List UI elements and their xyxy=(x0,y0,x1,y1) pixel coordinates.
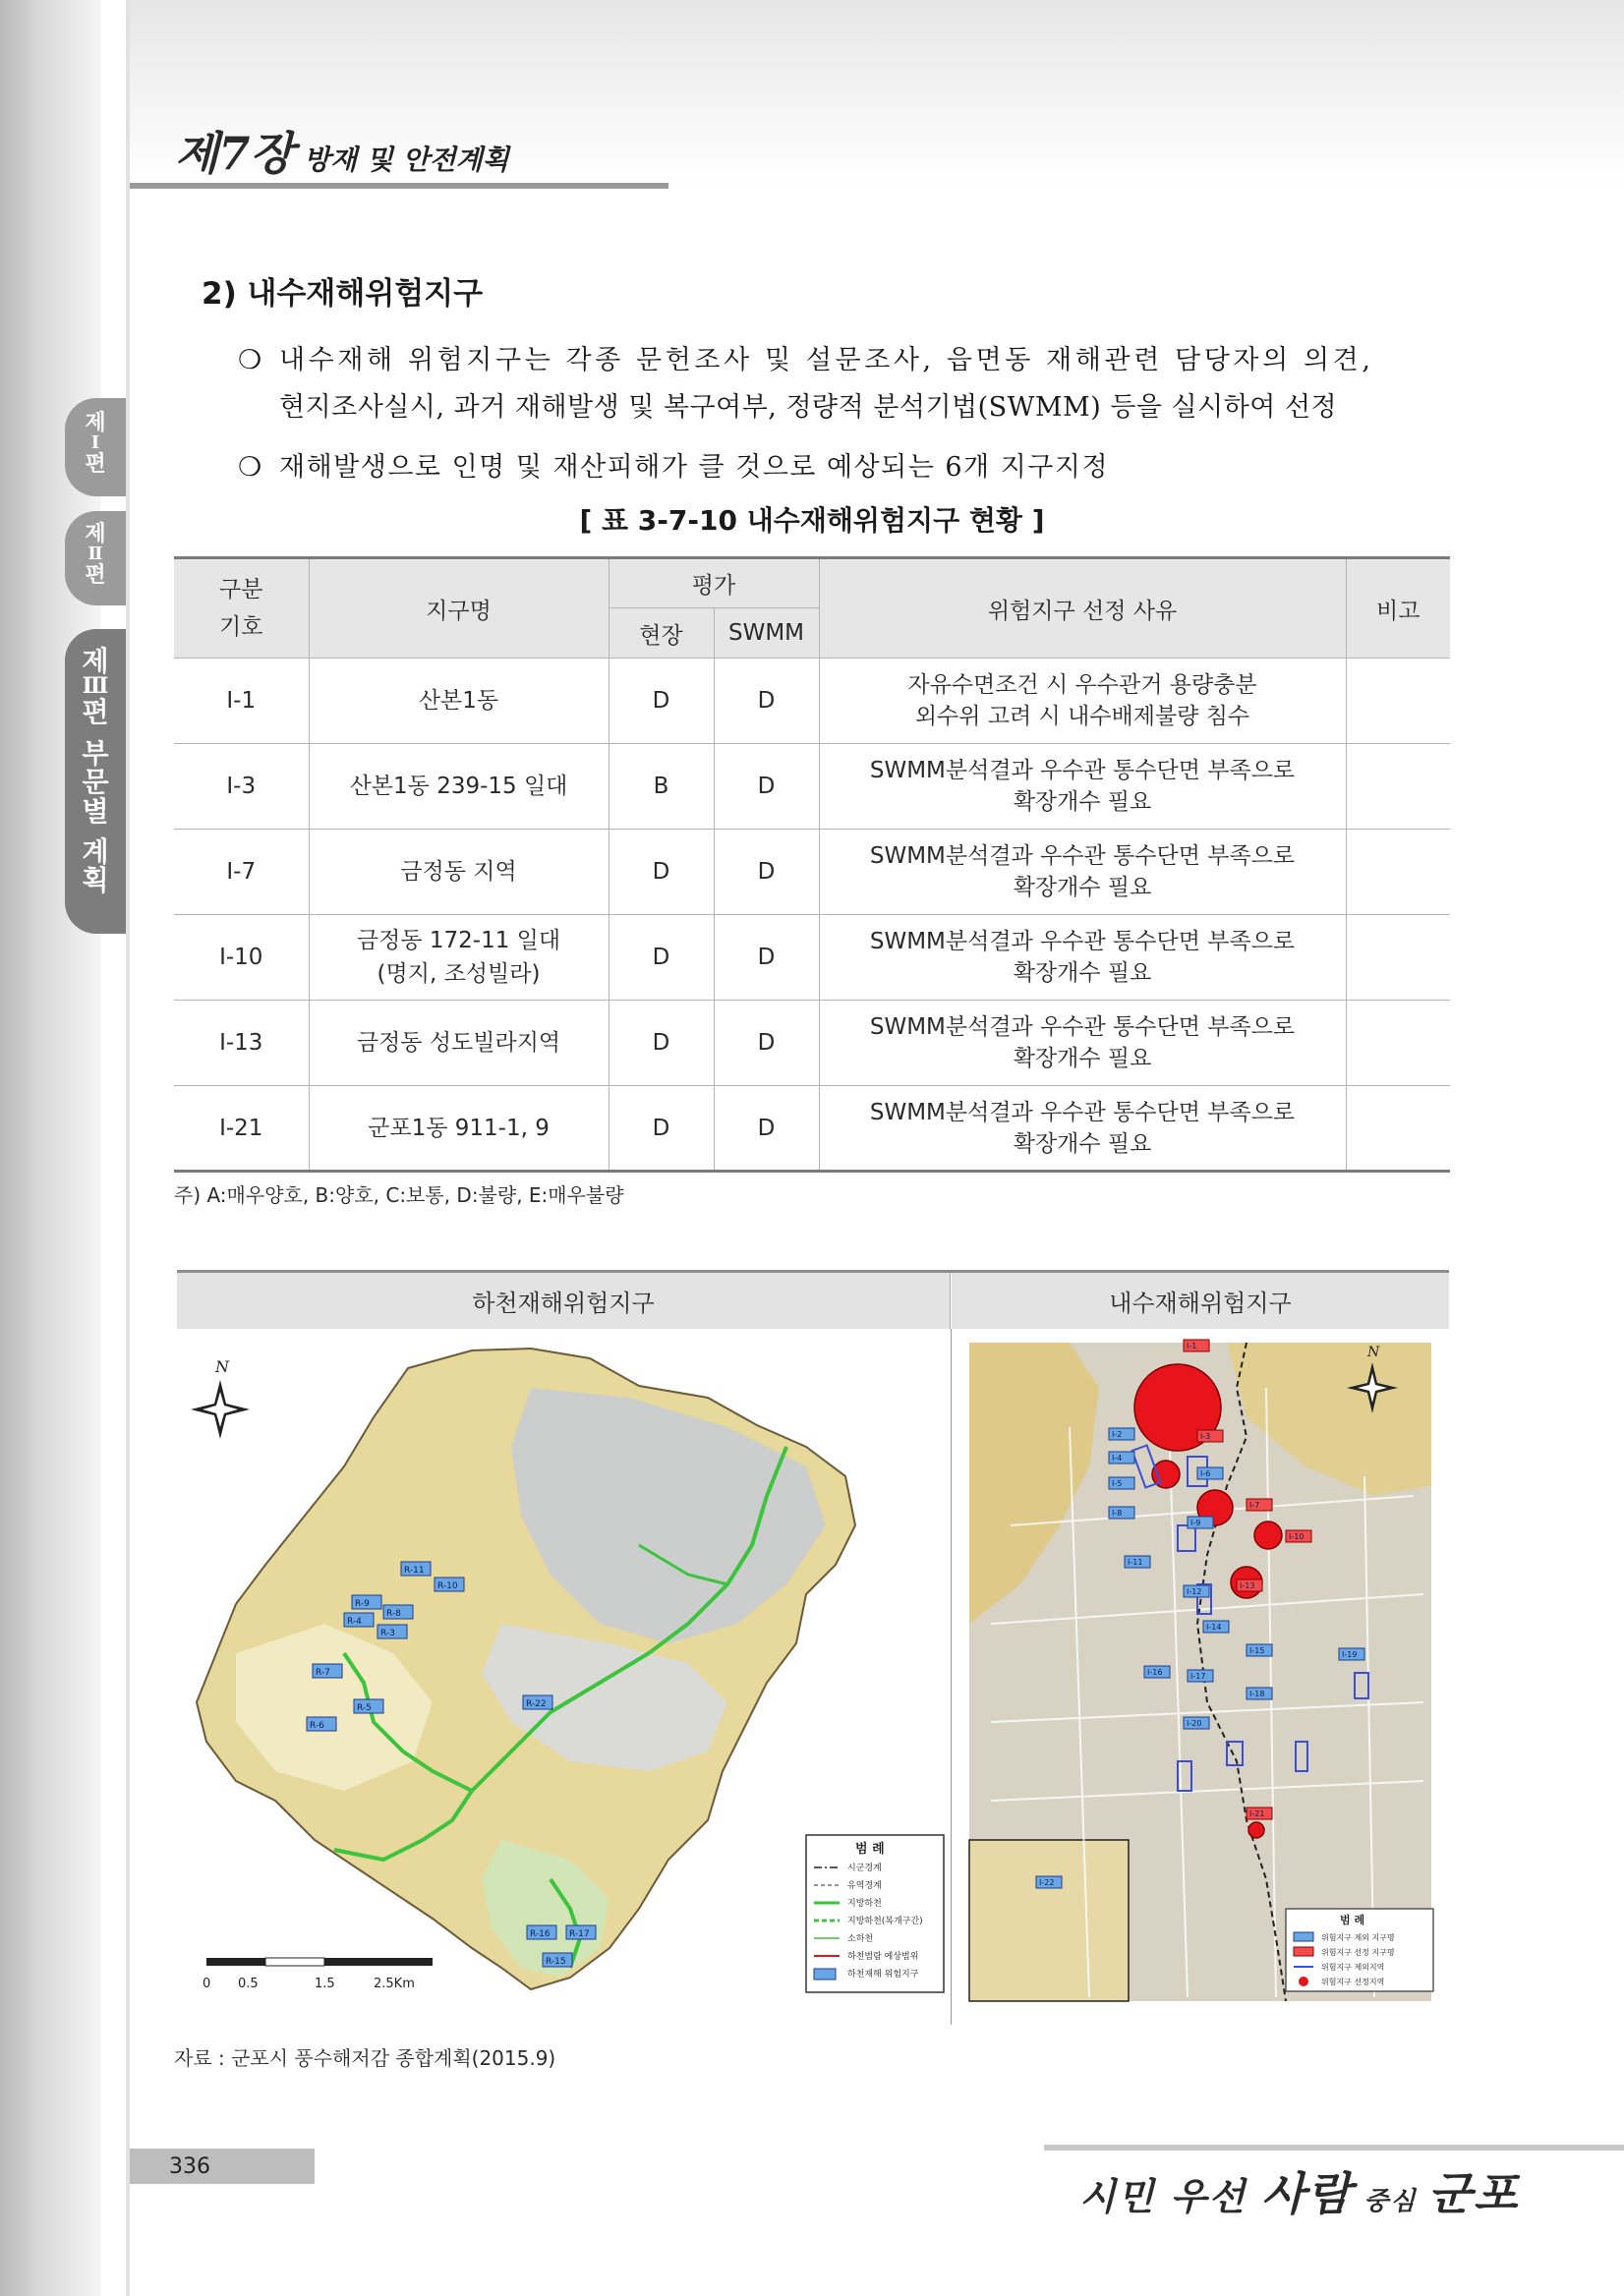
bullet-1-line-2: 현지조사실시, 과거 재해발생 및 복구여부, 정량적 분석기법(SWMM) 등을 실시하여 선정 xyxy=(279,392,1338,423)
bullet-mark: ❍ xyxy=(238,452,263,483)
cell-name-line-1: 산본1동 239-15 일대 xyxy=(349,774,568,799)
svg-text:I-7: I-7 xyxy=(1249,1501,1260,1510)
header-swmm: SWMM xyxy=(714,608,819,659)
cell-remark xyxy=(1346,830,1450,915)
cell-name-line-1: 군포1동 911-1, 9 xyxy=(368,1115,550,1141)
side-tab-char: 제 xyxy=(85,411,106,435)
side-tab-char: 편 xyxy=(85,562,106,588)
river-district-label xyxy=(435,1578,464,1591)
side-tab-char: 편 xyxy=(82,696,109,729)
side-tab-char: 별 xyxy=(82,794,109,828)
inland-district-label xyxy=(1203,1621,1229,1633)
cell-name xyxy=(309,1001,609,1086)
svg-text:R-4: R-4 xyxy=(347,1617,362,1627)
header-code-line-1: 구분 xyxy=(219,577,263,603)
svg-text:I-16: I-16 xyxy=(1147,1668,1163,1677)
inland-district-label xyxy=(1188,1670,1213,1682)
section-heading: 2) 내수재해위험지구 xyxy=(202,276,484,312)
bullet-paragraph-2 xyxy=(238,444,1109,491)
river-district-label xyxy=(527,1925,556,1939)
table-note: 주) A:매우양호, B:양호, C:보통, D:불량, E:매우불량 xyxy=(174,1183,624,1207)
cell-name-line-1: 금정동 지역 xyxy=(400,859,517,885)
cell-remark xyxy=(1346,1086,1450,1172)
side-tab-char: Ⅲ xyxy=(82,673,109,700)
cell-swmm-grade: D xyxy=(714,915,819,1001)
scale-label-0-5: 0.5 xyxy=(238,1977,259,1991)
side-tab-part-1 xyxy=(65,398,126,496)
inland-district-label xyxy=(1197,1430,1223,1442)
header-field: 현장 xyxy=(609,608,714,659)
inland-legend xyxy=(1286,1909,1433,1991)
cell-reason-line-1: SWMM분석결과 우수관 통수단면 부족으로 xyxy=(869,758,1296,783)
inland-district-label xyxy=(1184,1585,1209,1597)
cell-reason-line-1: SWMM분석결과 우수관 통수단면 부족으로 xyxy=(869,1099,1296,1125)
header-code xyxy=(174,558,309,659)
cell-swmm-grade: D xyxy=(714,1001,819,1086)
river-legend-label: 지방하천(복개구간) xyxy=(847,1917,923,1926)
scale-label-0: 0 xyxy=(203,1977,211,1991)
river-legend-label: 유역경계 xyxy=(847,1881,882,1891)
bullet-paragraph-1 xyxy=(238,337,1457,431)
cell-field-grade: D xyxy=(609,1086,714,1172)
svg-text:I-5: I-5 xyxy=(1112,1479,1123,1488)
cell-field-grade: D xyxy=(609,830,714,915)
svg-text:I-11: I-11 xyxy=(1128,1558,1143,1567)
svg-text:I-6: I-6 xyxy=(1200,1469,1211,1478)
slogan-part-c: 중심 xyxy=(1353,2187,1428,2216)
map-figure xyxy=(177,1270,1449,2025)
svg-text:I-15: I-15 xyxy=(1249,1646,1265,1655)
inland-legend-label: 위험지구 제외지역 xyxy=(1321,1963,1385,1972)
cell-swmm-grade: D xyxy=(714,1086,819,1172)
north-label: N xyxy=(1367,1345,1380,1360)
side-tab-char: 제 xyxy=(85,522,106,546)
svg-text:R-9: R-9 xyxy=(355,1599,370,1609)
cell-reason-line-2: 확장개수 필요 xyxy=(1013,1130,1152,1157)
river-legend-label: 하천재해 위험지구 xyxy=(847,1970,919,1980)
cell-name xyxy=(309,830,609,915)
cell-name-line-1: 금정동 172-11 일대 xyxy=(356,928,561,953)
cell-reason-line-2: 확장개수 필요 xyxy=(1013,875,1152,900)
scale-label-1-5: 1.5 xyxy=(315,1977,335,1991)
svg-text:I-21: I-21 xyxy=(1249,1809,1265,1818)
slogan-part-d: 군포 xyxy=(1427,2167,1520,2220)
river-district-label xyxy=(354,1699,383,1713)
inland-district-label xyxy=(1286,1530,1311,1542)
page-number: 336 xyxy=(169,2154,210,2179)
selected-zone-marker xyxy=(1254,1521,1282,1549)
cell-swmm-grade: D xyxy=(714,830,819,915)
map-title-inland: 내수재해위험지구 xyxy=(952,1273,1449,1329)
cell-field-grade: D xyxy=(609,1001,714,1086)
inland-district-label xyxy=(1188,1517,1213,1528)
river-hazard-map xyxy=(177,1329,951,2025)
cell-name xyxy=(309,1086,609,1172)
inland-district-label xyxy=(1109,1452,1134,1464)
cell-reason xyxy=(819,1086,1346,1172)
svg-text:I-12: I-12 xyxy=(1187,1587,1202,1596)
cell-reason xyxy=(819,1001,1346,1086)
river-district-label xyxy=(566,1925,596,1939)
svg-text:R-11: R-11 xyxy=(404,1566,425,1576)
inland-legend-label: 위험지구 선정 지구명 xyxy=(1321,1948,1395,1957)
svg-text:R-16: R-16 xyxy=(530,1929,551,1939)
inland-district-label xyxy=(1109,1428,1134,1440)
bullet-mark: ❍ xyxy=(238,345,265,375)
inland-district-label xyxy=(1184,1340,1209,1351)
cell-remark xyxy=(1346,915,1450,1001)
svg-text:I-22: I-22 xyxy=(1039,1878,1055,1887)
inland-hazard-map xyxy=(952,1329,1449,2025)
inland-legend-label: 위험지구 제외 지구명 xyxy=(1321,1933,1395,1942)
svg-text:I-2: I-2 xyxy=(1112,1430,1123,1439)
svg-text:R-10: R-10 xyxy=(437,1581,458,1591)
river-district-label xyxy=(543,1953,572,1967)
chapter-header xyxy=(175,118,509,183)
cell-reason xyxy=(819,659,1346,744)
svg-text:R-8: R-8 xyxy=(386,1609,401,1619)
side-tab-char: 편 xyxy=(85,451,106,477)
inland-map-inset-area xyxy=(969,1840,1129,2001)
cell-remark xyxy=(1346,744,1450,830)
inland-district-label xyxy=(1339,1648,1364,1660)
cell-reason-line-1: 자유수면조건 시 우수관거 용량충분 xyxy=(907,672,1257,698)
inland-district-label xyxy=(1125,1556,1150,1568)
inland-district-label xyxy=(1197,1467,1223,1479)
footer-rule xyxy=(1044,2145,1624,2151)
header-remark: 비고 xyxy=(1346,558,1450,659)
cell-code: I-10 xyxy=(174,915,309,1001)
river-legend-label: 소하천 xyxy=(847,1934,874,1944)
side-tab-char: 계 xyxy=(82,835,109,869)
svg-text:I-19: I-19 xyxy=(1342,1650,1358,1659)
river-district-label xyxy=(352,1595,381,1609)
header-code-line-2: 기호 xyxy=(219,614,263,640)
svg-text:I-10: I-10 xyxy=(1289,1532,1305,1541)
svg-text:I-1: I-1 xyxy=(1187,1342,1197,1350)
river-district-label xyxy=(523,1695,552,1709)
inland-district-label xyxy=(1247,1688,1272,1699)
river-legend xyxy=(806,1835,944,1992)
cell-code: I-1 xyxy=(174,659,309,744)
inland-district-label xyxy=(1247,1808,1272,1819)
cell-name-line-1: 산본1동 xyxy=(418,688,499,714)
north-label: N xyxy=(215,1357,229,1376)
river-hazard-map-graphic xyxy=(177,1329,951,2025)
table-row xyxy=(174,744,1450,830)
river-district-label xyxy=(377,1625,407,1638)
bullet-2-text: 재해발생으로 인명 및 재산피해가 클 것으로 예상되는 6개 지구지정 xyxy=(279,452,1110,483)
left-margin-strip xyxy=(0,0,101,2296)
cell-reason xyxy=(819,830,1346,915)
inland-district-label xyxy=(1144,1666,1170,1678)
table-row xyxy=(174,915,1450,1001)
figure-source: 자료 : 군포시 풍수해저감 종합계획(2015.9) xyxy=(174,2046,556,2070)
river-legend-label: 지방하천 xyxy=(847,1899,882,1909)
table-row xyxy=(174,1086,1450,1172)
river-district-label xyxy=(401,1562,431,1576)
side-tab-char: Ⅱ xyxy=(87,544,103,565)
svg-text:I-8: I-8 xyxy=(1112,1509,1123,1518)
chapter-title: 방재 및 안전계획 xyxy=(303,144,509,176)
svg-text:I-3: I-3 xyxy=(1200,1432,1211,1441)
cell-field-grade: B xyxy=(609,744,714,830)
cell-code: I-13 xyxy=(174,1001,309,1086)
side-tab-char: 문 xyxy=(82,766,109,799)
river-legend-label: 하천범람 예상범위 xyxy=(847,1952,919,1962)
cell-reason xyxy=(819,915,1346,1001)
header-rule xyxy=(130,183,668,189)
svg-text:I-20: I-20 xyxy=(1187,1719,1202,1728)
river-district-label xyxy=(344,1613,374,1627)
cell-reason-line-2: 확장개수 필요 xyxy=(1013,789,1152,815)
cell-name xyxy=(309,659,609,744)
selected-zone-marker xyxy=(1248,1822,1264,1838)
svg-text:R-5: R-5 xyxy=(357,1703,372,1713)
svg-text:R-22: R-22 xyxy=(526,1699,547,1709)
svg-text:I-14: I-14 xyxy=(1206,1623,1222,1632)
side-tab-char: 부 xyxy=(82,736,109,770)
inland-district-label xyxy=(1247,1644,1272,1656)
svg-text:I-13: I-13 xyxy=(1240,1581,1255,1590)
svg-text:I-17: I-17 xyxy=(1190,1672,1206,1681)
slogan-part-a: 시민 우선 xyxy=(1079,2174,1262,2218)
inland-district-label xyxy=(1184,1717,1209,1729)
cell-code: I-3 xyxy=(174,744,309,830)
svg-text:R-17: R-17 xyxy=(569,1929,590,1939)
cell-field-grade: D xyxy=(609,915,714,1001)
cell-reason-line-2: 외수위 고려 시 내수배제불량 침수 xyxy=(914,704,1250,729)
svg-text:I-18: I-18 xyxy=(1249,1690,1265,1698)
hazard-district-table xyxy=(174,556,1450,1173)
inland-district-label xyxy=(1109,1477,1134,1489)
table-row xyxy=(174,830,1450,915)
river-legend-title: 범 례 xyxy=(855,1842,885,1857)
header-name: 지구명 xyxy=(309,558,609,659)
table-row xyxy=(174,659,1450,744)
cell-swmm-grade: D xyxy=(714,659,819,744)
inland-district-label xyxy=(1109,1507,1134,1519)
inland-legend-title: 범 례 xyxy=(1340,1914,1365,1926)
cell-name xyxy=(309,915,609,1001)
left-margin-edge xyxy=(126,0,130,2296)
svg-text:R-7: R-7 xyxy=(316,1668,330,1678)
side-tab-char: 제 xyxy=(82,645,109,677)
cell-field-grade: D xyxy=(609,659,714,744)
scale-label-2-5: 2.5Km xyxy=(374,1977,415,1991)
footer-slogan xyxy=(1079,2158,1519,2223)
header-evaluation: 평가 xyxy=(609,558,819,608)
cell-reason-line-2: 확장개수 필요 xyxy=(1013,1046,1152,1071)
side-tab-char: 획 xyxy=(82,864,109,897)
river-district-label xyxy=(307,1717,336,1731)
cell-reason-line-1: SWMM분석결과 우수관 통수단면 부족으로 xyxy=(869,1014,1296,1040)
cell-remark xyxy=(1346,659,1450,744)
svg-text:R-3: R-3 xyxy=(380,1629,395,1638)
svg-text:I-4: I-4 xyxy=(1112,1454,1123,1463)
inland-hazard-map-graphic xyxy=(952,1329,1449,2025)
cell-swmm-grade: D xyxy=(714,744,819,830)
header-reason: 위험지구 선정 사유 xyxy=(819,558,1346,659)
side-tab-char: Ⅰ xyxy=(90,432,100,454)
svg-text:R-15: R-15 xyxy=(546,1957,566,1967)
table-row xyxy=(174,1001,1450,1086)
inland-district-label xyxy=(1237,1579,1262,1591)
map-title-river: 하천재해위험지구 xyxy=(177,1273,951,1329)
cell-reason-line-2: 확장개수 필요 xyxy=(1013,960,1152,986)
river-district-label xyxy=(383,1605,413,1619)
bullet-1-line-1: 내수재해 위험지구는 각종 문헌조사 및 설문조사, 읍면동 재해관련 담당자의 의견, xyxy=(279,345,1374,375)
inland-district-label xyxy=(1036,1876,1062,1888)
river-legend-label: 시군경계 xyxy=(847,1864,882,1873)
svg-text:R-6: R-6 xyxy=(310,1721,324,1731)
inland-district-label xyxy=(1247,1499,1272,1511)
cell-reason-line-1: SWMM분석결과 우수관 통수단면 부족으로 xyxy=(869,929,1296,954)
chapter-number: 제7장 xyxy=(175,127,294,180)
cell-reason xyxy=(819,744,1346,830)
river-district-label xyxy=(313,1664,342,1678)
cell-name-line-2: (명지, 조성빌라) xyxy=(377,961,541,987)
slogan-part-b: 사람 xyxy=(1261,2167,1354,2220)
svg-text:I-9: I-9 xyxy=(1190,1519,1201,1527)
footer-page-band xyxy=(130,2149,315,2184)
cell-code: I-7 xyxy=(174,830,309,915)
side-tab-part-3-active xyxy=(65,629,126,934)
table-caption: [ 표 3-7-10 내수재해위험지구 현황 ] xyxy=(579,504,1045,537)
cell-remark xyxy=(1346,1001,1450,1086)
cell-name-line-1: 금정동 성도빌라지역 xyxy=(356,1030,561,1056)
cell-code: I-21 xyxy=(174,1086,309,1172)
cell-name xyxy=(309,744,609,830)
inland-legend-label: 위험지구 선정지역 xyxy=(1321,1978,1385,1986)
cell-reason-line-1: SWMM분석결과 우수관 통수단면 부족으로 xyxy=(869,843,1296,869)
